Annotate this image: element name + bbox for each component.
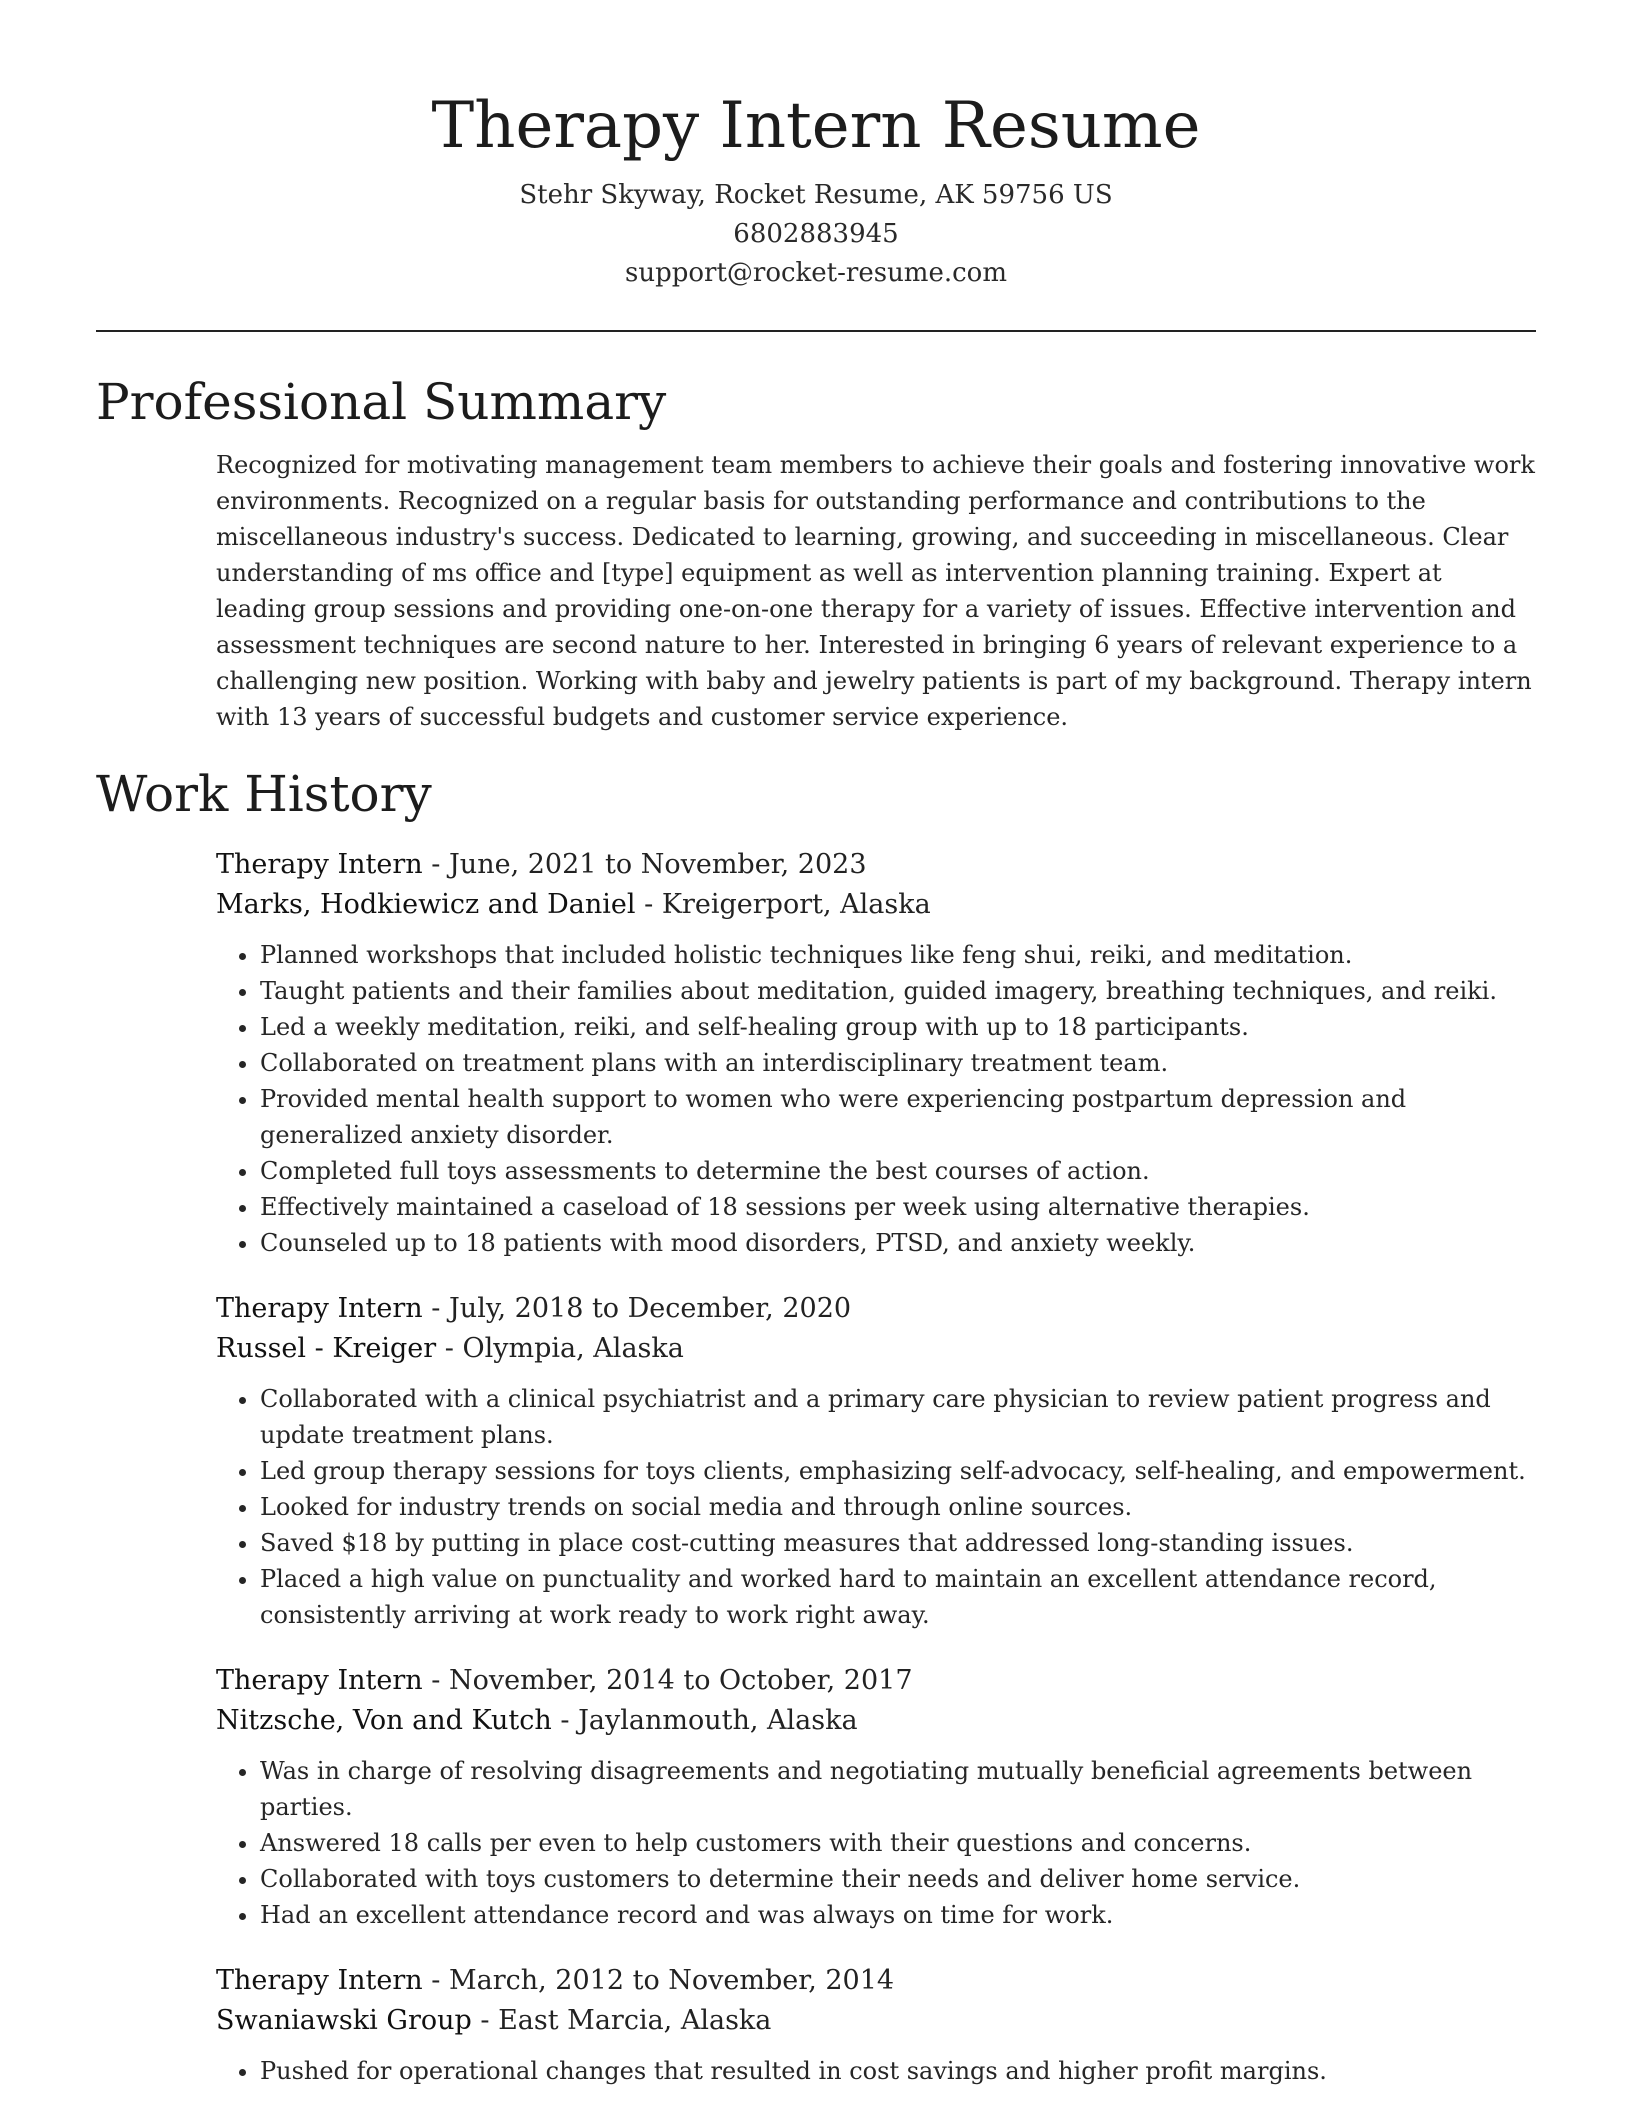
separator: - bbox=[422, 1965, 449, 1996]
job-bullet: • Led group therapy sessions for toys clients, emphasizing self-advocacy, self-healing, and empowerment. bbox=[260, 1453, 1536, 1489]
job-title-line bbox=[216, 845, 1536, 885]
job-bullet: • Planned workshops that included holistic techniques like feng shui, reiki, and meditation. bbox=[260, 937, 1536, 973]
summary-heading: Professional Summary bbox=[96, 373, 667, 431]
separator: - bbox=[436, 1333, 463, 1364]
contact-email: support@rocket-resume.com bbox=[624, 258, 1007, 288]
job-bullet: • Completed full toys assessments to determine the best courses of action. bbox=[260, 1153, 1536, 1189]
job-company-line bbox=[216, 885, 1536, 925]
separator: - bbox=[471, 2005, 499, 2036]
job-entry bbox=[216, 1289, 1536, 1633]
job-bullets bbox=[216, 937, 1536, 1261]
resume-header bbox=[96, 0, 1536, 293]
job-dates: July, 2018 to December, 2020 bbox=[448, 1293, 852, 1324]
separator: - bbox=[635, 889, 662, 920]
separator: - bbox=[422, 849, 449, 880]
job-bullets bbox=[216, 1381, 1536, 1633]
job-title-line bbox=[216, 1661, 1536, 1701]
separator: - bbox=[422, 1665, 449, 1696]
work-history-heading: Work History bbox=[96, 765, 432, 823]
job-company: Russel - Kreiger bbox=[216, 1333, 437, 1364]
job-bullet: • Collaborated on treatment plans with an interdisciplinary treatment team. bbox=[260, 1045, 1536, 1081]
job-dates: November, 2014 to October, 2017 bbox=[448, 1665, 913, 1696]
resume-title: Therapy Intern Resume bbox=[431, 89, 1201, 163]
job-location: Jaylanmouth, Alaska bbox=[578, 1705, 858, 1736]
job-location: Kreigerport, Alaska bbox=[661, 889, 931, 920]
job-bullet: • Collaborated with a clinical psychiatrist and a primary care physician to review patient progress and update treatment plans. bbox=[260, 1381, 1536, 1453]
job-bullets bbox=[216, 2053, 1536, 2089]
separator: - bbox=[422, 1293, 449, 1324]
job-company-line bbox=[216, 1701, 1536, 1741]
job-company: Marks, Hodkiewicz and Daniel bbox=[216, 889, 636, 920]
summary-section bbox=[216, 447, 1536, 735]
contact-address: Stehr Skyway, Rocket Resume, AK 59756 US bbox=[519, 180, 1113, 210]
job-dates: March, 2012 to November, 2014 bbox=[448, 1965, 895, 1996]
job-bullet: • Saved $18 by putting in place cost-cutting measures that addressed long-standing issues. bbox=[260, 1525, 1536, 1561]
job-title-line bbox=[216, 1289, 1536, 1329]
contact-block bbox=[96, 176, 1536, 293]
job-title: Therapy Intern bbox=[216, 1293, 423, 1324]
summary-text: Recognized for motivating management team members to achieve their goals and fostering innovative work environments. Recognized on a regular basis for outstanding performance and contributions to the miscellaneous industry's success. Dedicated to learning, growing, and succeeding in miscellaneous. Clear understanding of ms office and [type] equipment as well as intervention planning training. Expert at leading group sessions and providing one-on-one therapy for a variety of issues. Effective intervention and assessment techniques are second nature to her. Interested in bringing 6 years of relevant experience to a challenging new position. Working with baby and jewelry patients is part of my background. Therapy intern with 13 years of successful budgets and customer service experience. bbox=[216, 451, 1535, 731]
job-bullets bbox=[216, 1753, 1536, 1933]
job-bullet: • Pushed for operational changes that resulted in cost savings and higher profit margins. bbox=[260, 2053, 1536, 2089]
job-bullet: • Was in charge of resolving disagreements and negotiating mutually beneficial agreements between parties. bbox=[260, 1753, 1536, 1825]
job-bullet: • Led a weekly meditation, reiki, and self-healing group with up to 18 participants. bbox=[260, 1009, 1536, 1045]
job-dates: June, 2021 to November, 2023 bbox=[448, 849, 867, 880]
job-entry bbox=[216, 845, 1536, 1261]
job-bullet: • Placed a high value on punctuality and worked hard to maintain an excellent attendance record, consistently arriving at work ready to work right away. bbox=[260, 1561, 1536, 1633]
job-location: East Marcia, Alaska bbox=[498, 2005, 772, 2036]
job-bullet: • Looked for industry trends on social media and through online sources. bbox=[260, 1489, 1536, 1525]
job-company: Swaniawski Group bbox=[216, 2005, 472, 2036]
job-location: Olympia, Alaska bbox=[462, 1333, 684, 1364]
resume-page bbox=[96, 0, 1536, 2089]
job-company-line bbox=[216, 2001, 1536, 2041]
job-bullet: • Effectively maintained a caseload of 18 sessions per week using alternative therapies. bbox=[260, 1189, 1536, 1225]
separator: - bbox=[551, 1705, 579, 1736]
job-bullet: • Collaborated with toys customers to determine their needs and deliver home service. bbox=[260, 1861, 1536, 1897]
job-bullet: • Answered 18 calls per even to help customers with their questions and concerns. bbox=[260, 1825, 1536, 1861]
job-title: Therapy Intern bbox=[216, 849, 423, 880]
job-title: Therapy Intern bbox=[216, 1965, 423, 1996]
contact-phone: 6802883945 bbox=[733, 219, 899, 249]
header-divider bbox=[96, 330, 1536, 332]
job-bullet: • Counseled up to 18 patients with mood disorders, PTSD, and anxiety weekly. bbox=[260, 1225, 1536, 1261]
job-company: Nitzsche, Von and Kutch bbox=[216, 1705, 552, 1736]
job-bullet: • Had an excellent attendance record and was always on time for work. bbox=[260, 1897, 1536, 1933]
job-entry bbox=[216, 1961, 1536, 2089]
job-bullet: • Taught patients and their families about meditation, guided imagery, breathing techniques, and reiki. bbox=[260, 973, 1536, 1009]
job-entry bbox=[216, 1661, 1536, 1933]
job-company-line bbox=[216, 1329, 1536, 1369]
job-title: Therapy Intern bbox=[216, 1665, 423, 1696]
job-title-line bbox=[216, 1961, 1536, 2001]
work-history-section bbox=[216, 845, 1536, 2089]
job-bullet: • Provided mental health support to women who were experiencing postpartum depression and generalized anxiety disorder. bbox=[260, 1081, 1536, 1153]
